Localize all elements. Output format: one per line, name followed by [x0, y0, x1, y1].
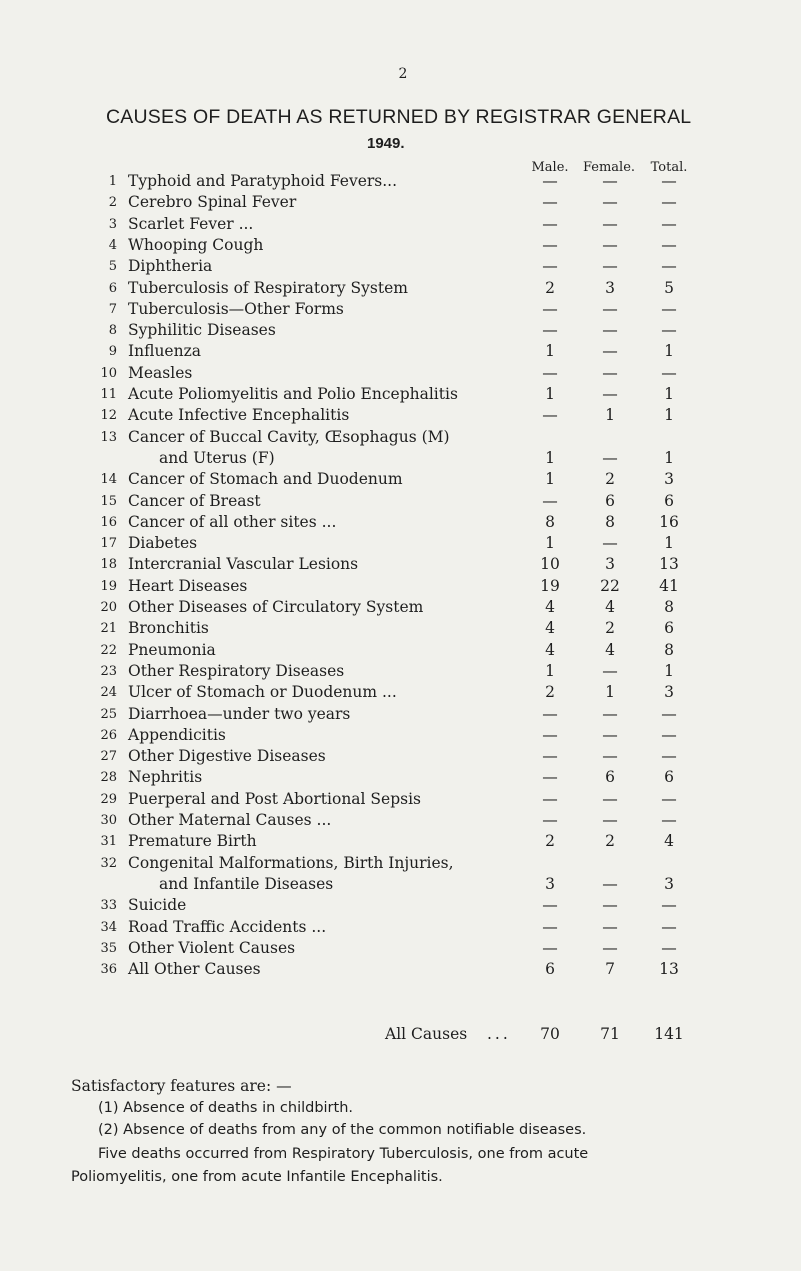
row-total: —	[661, 235, 677, 254]
notes-item-1: (1) Absence of deaths in childbirth.	[98, 1100, 354, 1116]
table-row	[0, 172, 801, 194]
table-row	[0, 619, 801, 641]
notes-item-2: (2) Absence of deaths from any of the common notifiable diseases.	[98, 1122, 587, 1138]
row-cause: Influenza	[128, 342, 201, 361]
row-total: —	[661, 214, 677, 233]
row-male: —	[542, 789, 558, 808]
row-number: 29	[100, 791, 117, 807]
row-male: —	[542, 704, 558, 723]
row-cause: Appendicitis	[128, 725, 226, 744]
row-male: —	[542, 235, 558, 254]
row-number: 1	[108, 174, 117, 189]
row-cause: Diabetes	[128, 534, 198, 553]
table-row	[0, 236, 801, 258]
row-female: —	[602, 172, 618, 190]
table-row	[0, 279, 801, 301]
row-total: 1	[664, 385, 674, 403]
row-male: 19	[540, 576, 560, 595]
row-cause: Other Respiratory Diseases	[128, 661, 345, 680]
table-row	[0, 300, 801, 322]
table-row	[0, 492, 801, 514]
row-male: 1	[545, 534, 555, 553]
row-number: 18	[100, 557, 117, 573]
row-cause: Measles	[128, 363, 193, 382]
row-cause: Acute Poliomyelitis and Polio Encephalitis	[128, 385, 458, 403]
row-male: 1	[545, 342, 555, 361]
table-row	[0, 662, 801, 684]
row-total: —	[661, 938, 677, 957]
row-total: —	[661, 363, 677, 382]
row-female: 2	[605, 832, 615, 851]
row-female: 2	[605, 619, 615, 638]
row-female: —	[602, 534, 618, 553]
row-number: 19	[100, 578, 117, 594]
table-row	[0, 555, 801, 577]
row-cause: Congenital Malformations, Birth Injuries,	[128, 853, 454, 872]
table-row	[0, 449, 801, 471]
row-number: 17	[100, 536, 117, 552]
row-male: —	[542, 811, 558, 829]
row-total: 8	[664, 640, 674, 659]
row-number: 35	[100, 940, 117, 956]
row-number: 3	[108, 216, 117, 232]
row-male: —	[542, 725, 558, 744]
row-female: —	[602, 193, 618, 212]
row-cause: Other Digestive Diseases	[128, 747, 326, 766]
row-female: 7	[605, 960, 615, 979]
row-cause: Whooping Cough	[128, 235, 264, 254]
table-row	[0, 683, 801, 705]
row-female: 4	[605, 598, 615, 616]
row-total: —	[661, 299, 677, 318]
row-male: 1	[545, 385, 555, 403]
table-row	[0, 747, 801, 769]
table-row	[0, 321, 801, 343]
notes-paragraph-line-2: Poliomyelitis, one from acute Infantile Encephalitis.	[71, 1169, 443, 1185]
row-male: —	[542, 172, 558, 190]
all-causes-male: 70	[540, 1025, 560, 1043]
row-number: 30	[100, 813, 117, 828]
row-cause: Other Violent Causes	[128, 938, 296, 957]
row-female: —	[602, 874, 618, 893]
row-total: 1	[664, 534, 674, 553]
row-total: 13	[659, 960, 679, 979]
notes-heading: Satisfactory features are: —	[71, 1077, 292, 1095]
row-male: 3	[545, 874, 555, 893]
page-number: 2	[398, 66, 408, 82]
row-male: —	[542, 938, 558, 957]
row-female: —	[602, 789, 618, 808]
row-cause: Ulcer of Stomach or Duodenum ...	[128, 683, 397, 702]
notes-paragraph-line-1: Five deaths occurred from Respiratory Tuberculosis, one from acute	[98, 1146, 589, 1162]
row-female: 1	[605, 406, 615, 425]
row-total: —	[661, 257, 677, 276]
page-title: CAUSES OF DEATH AS RETURNED BY REGISTRAR GENERAL	[106, 106, 692, 128]
row-cause: Other Diseases of Circulatory System	[128, 598, 424, 616]
all-causes-total: 141	[654, 1025, 684, 1043]
page-year: 1949.	[367, 135, 405, 152]
row-cause: Tuberculosis of Respiratory System	[128, 278, 408, 297]
row-cause: Intercranial Vascular Lesions	[128, 555, 359, 574]
row-cause: Pneumonia	[128, 640, 216, 659]
table-row	[0, 598, 801, 620]
table-row	[0, 854, 801, 876]
row-total: 6	[664, 491, 674, 510]
row-female: —	[602, 747, 618, 766]
row-total: 1	[664, 448, 674, 467]
row-male: 2	[545, 683, 555, 702]
row-female: —	[602, 342, 618, 361]
row-cause: Cancer of Breast	[128, 491, 261, 510]
table-row	[0, 257, 801, 279]
row-total: 6	[664, 619, 674, 638]
table-row	[0, 385, 801, 407]
row-cause: Diphtheria	[128, 257, 213, 276]
table-row	[0, 875, 801, 897]
table-row	[0, 705, 801, 727]
row-male: 1	[545, 448, 555, 467]
table-row	[0, 470, 801, 492]
row-total: 4	[664, 832, 674, 851]
row-number: 22	[100, 642, 117, 658]
row-number: 25	[100, 706, 117, 722]
row-female: —	[602, 811, 618, 829]
row-cause: and Infantile Diseases	[159, 874, 334, 893]
row-total: 1	[664, 661, 674, 680]
row-total: 16	[659, 512, 679, 531]
row-number: 6	[108, 280, 117, 296]
row-number: 20	[100, 600, 117, 615]
row-total: —	[661, 917, 677, 936]
row-female: 6	[605, 768, 615, 787]
row-number: 4	[108, 237, 117, 253]
row-number: 14	[100, 472, 117, 488]
row-female: 8	[605, 512, 615, 531]
row-female: 3	[605, 278, 615, 297]
row-female: 3	[605, 555, 615, 574]
row-male: —	[542, 917, 558, 936]
row-number: 10	[100, 365, 117, 381]
row-total: 6	[664, 768, 674, 787]
row-male: 10	[540, 555, 560, 574]
row-male: 1	[545, 661, 555, 680]
row-number: 16	[100, 514, 117, 530]
row-number: 15	[100, 493, 117, 509]
row-cause: Other Maternal Causes ...	[128, 811, 332, 829]
row-cause: Scarlet Fever ...	[128, 214, 254, 233]
row-cause: Cerebro Spinal Fever	[128, 193, 297, 212]
all-causes-female: 71	[600, 1025, 620, 1043]
row-number: 5	[108, 259, 117, 275]
table-row	[0, 832, 801, 854]
row-male: 2	[545, 278, 555, 297]
row-male: —	[542, 406, 558, 425]
row-number: 21	[100, 621, 117, 637]
row-number: 24	[100, 685, 117, 701]
row-number: 36	[100, 962, 117, 978]
row-female: —	[602, 704, 618, 723]
table-row	[0, 939, 801, 961]
row-cause: Tuberculosis—Other Forms	[128, 299, 344, 318]
row-male: 4	[545, 640, 555, 659]
row-cause: Heart Diseases	[128, 576, 248, 595]
table-row	[0, 513, 801, 535]
row-male: 1	[545, 470, 555, 489]
row-male: —	[542, 214, 558, 233]
row-total: 41	[659, 576, 679, 595]
row-total: —	[661, 193, 677, 212]
row-number: 23	[100, 663, 117, 679]
row-total: —	[661, 747, 677, 766]
table-row	[0, 726, 801, 748]
row-number: 13	[100, 429, 117, 445]
row-total: 3	[664, 683, 674, 702]
row-cause: Suicide	[128, 896, 187, 915]
row-male: —	[542, 363, 558, 382]
table-row	[0, 364, 801, 386]
table-row	[0, 641, 801, 663]
all-causes-dots: ...	[487, 1025, 511, 1043]
row-total: 3	[664, 874, 674, 893]
row-male: 8	[545, 512, 555, 531]
row-total: —	[661, 811, 677, 829]
row-total: —	[661, 704, 677, 723]
table-row	[0, 790, 801, 812]
row-cause: Bronchitis	[128, 619, 209, 638]
row-male: 6	[545, 960, 555, 979]
row-cause: Diarrhoea—under two years	[128, 704, 351, 723]
row-number: 33	[100, 898, 117, 914]
row-female: —	[602, 235, 618, 254]
row-male: 4	[545, 598, 555, 616]
row-cause: Puerperal and Post Abortional Sepsis	[128, 789, 422, 808]
row-number: 28	[100, 770, 117, 786]
table-row	[0, 896, 801, 918]
row-number: 12	[100, 408, 117, 424]
row-total: —	[661, 321, 677, 340]
row-number: 9	[108, 344, 117, 360]
row-male: —	[542, 193, 558, 212]
row-cause: Cancer of Stomach and Duodenum	[128, 470, 403, 489]
row-total: 13	[659, 555, 679, 574]
row-cause: Road Traffic Accidents ...	[128, 917, 327, 936]
row-number: 26	[100, 727, 117, 743]
row-male: —	[542, 768, 558, 787]
row-cause: All Other Causes	[128, 960, 261, 979]
table-row	[0, 406, 801, 428]
row-male: 2	[545, 832, 555, 851]
column-header-female: Female.	[582, 160, 636, 175]
row-male: —	[542, 321, 558, 340]
row-male: —	[542, 299, 558, 318]
table-row	[0, 577, 801, 599]
row-number: 34	[100, 919, 117, 935]
row-female: —	[602, 896, 618, 915]
row-number: 31	[100, 834, 117, 850]
row-number: 8	[108, 323, 117, 339]
row-cause: Acute Infective Encephalitis	[128, 406, 350, 425]
row-cause: Cancer of all other sites ...	[128, 512, 337, 531]
row-female: 4	[605, 640, 615, 659]
table-row	[0, 342, 801, 364]
row-cause: and Uterus (F)	[159, 448, 275, 467]
row-female: —	[602, 938, 618, 957]
row-number: 32	[100, 855, 117, 871]
row-female: 2	[605, 470, 615, 489]
row-female: —	[602, 299, 618, 318]
row-number: 27	[100, 749, 117, 765]
all-causes-label: All Causes	[385, 1025, 468, 1043]
row-female: —	[602, 214, 618, 233]
row-total: 1	[664, 406, 674, 425]
row-male: —	[542, 491, 558, 510]
row-total: —	[661, 725, 677, 744]
row-female: —	[602, 321, 618, 340]
row-total: 3	[664, 470, 674, 489]
row-total: —	[661, 896, 677, 915]
row-cause: Premature Birth	[128, 832, 257, 851]
row-number: 7	[108, 301, 117, 317]
row-number: 2	[108, 195, 117, 211]
row-female: —	[602, 661, 618, 680]
table-row	[0, 534, 801, 556]
row-female: —	[602, 363, 618, 382]
row-number: 11	[100, 387, 117, 402]
column-header-male: Male.	[531, 160, 569, 175]
row-female: —	[602, 725, 618, 744]
table-row	[0, 960, 801, 982]
row-female: 22	[600, 576, 620, 595]
row-total: 5	[664, 278, 674, 297]
row-female: —	[602, 385, 618, 403]
row-male: —	[542, 747, 558, 766]
table-row	[0, 768, 801, 790]
row-cause: Syphilitic Diseases	[128, 321, 276, 340]
row-female: —	[602, 448, 618, 467]
table-row	[0, 215, 801, 237]
row-cause: Cancer of Buccal Cavity, Œsophagus (M)	[128, 427, 450, 446]
row-total: 1	[664, 342, 674, 361]
row-female: 6	[605, 491, 615, 510]
row-total: —	[661, 172, 677, 190]
row-female: —	[602, 917, 618, 936]
table-row	[0, 193, 801, 215]
row-female: —	[602, 257, 618, 276]
row-male: —	[542, 257, 558, 276]
row-total: —	[661, 789, 677, 808]
table-row	[0, 918, 801, 940]
column-header-total: Total.	[650, 160, 688, 175]
table-row	[0, 428, 801, 450]
table-row	[0, 811, 801, 833]
row-cause: Typhoid and Paratyphoid Fevers...	[128, 172, 398, 190]
row-male: —	[542, 896, 558, 915]
row-cause: Nephritis	[128, 768, 203, 787]
row-male: 4	[545, 619, 555, 638]
row-total: 8	[664, 598, 674, 616]
row-female: 1	[605, 683, 615, 702]
